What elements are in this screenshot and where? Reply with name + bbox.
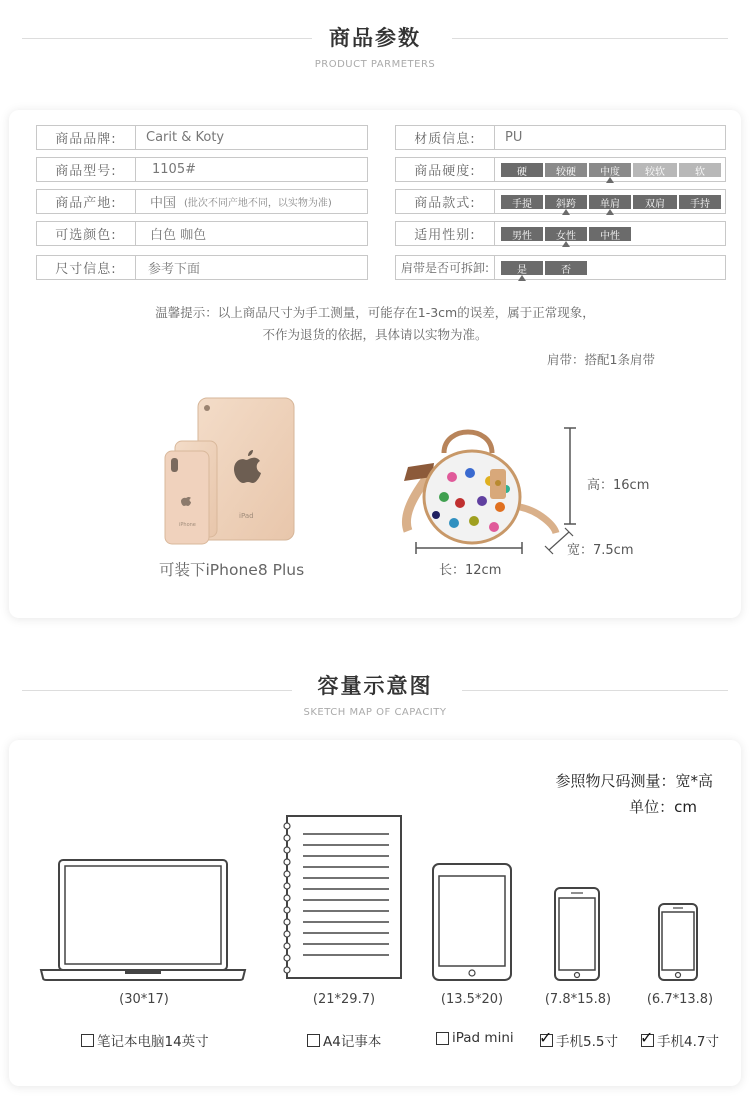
notebook-name: A4记事本 — [323, 1034, 382, 1050]
param-value: 1105# — [136, 157, 368, 182]
phone-47-name: 手机4.7寸 — [657, 1034, 719, 1050]
phone-47-icon — [657, 902, 699, 982]
param-label: 可选颜色: — [36, 221, 136, 246]
param-label: 商品款式: — [395, 189, 495, 214]
unchecked-box-icon — [307, 1034, 320, 1047]
phone-55-size: (7.8*15.8) — [544, 992, 612, 1007]
style-indicator-arrow — [562, 209, 570, 215]
phone-47-size: (6.7*13.8) — [646, 992, 714, 1007]
gender-option: 男性 — [501, 227, 543, 241]
ipad-mini-icon — [431, 862, 513, 982]
checked-box-icon — [540, 1034, 553, 1047]
style-option: 手持 — [679, 195, 721, 209]
notice-line-2: 不作为退货的依据，具体请以实物为准。 — [262, 327, 488, 342]
ipad-label-text: iPad — [239, 512, 254, 520]
param-label: 商品硬度: — [395, 157, 495, 182]
params-title-zh: 商品参数 — [315, 26, 435, 50]
reference-note-line-1: 参照物尺码测量：宽*高 — [555, 772, 713, 790]
ipad-camera — [204, 405, 210, 411]
style-option: 手提 — [501, 195, 543, 209]
param-label: 适用性别: — [395, 221, 495, 246]
strap-detach-scale — [495, 255, 726, 280]
gender-option-selected: 女性 — [545, 227, 587, 241]
param-value — [136, 189, 368, 214]
notebook-checkbox-item — [307, 1030, 381, 1050]
param-row-style — [395, 189, 726, 214]
param-row-size — [36, 255, 368, 280]
param-label: 肩带是否可拆卸: — [395, 255, 495, 280]
style-option: 双肩 — [633, 195, 677, 209]
capacity-section-title — [0, 670, 750, 718]
params-title-en: PRODUCT PARMETERS — [314, 59, 436, 70]
phone-55-checkbox-item — [540, 1030, 618, 1050]
phone-47-checkbox-item — [641, 1030, 719, 1050]
reference-note-line-2: 单位：cm — [629, 798, 697, 816]
hardness-indicator-arrow — [606, 177, 614, 183]
param-row-brand — [36, 125, 368, 150]
hardness-option: 较软 — [633, 163, 677, 177]
param-row-hardness — [395, 157, 726, 182]
hardness-scale — [495, 157, 726, 182]
ipad-mini-name: iPad mini — [452, 1030, 514, 1046]
laptop-icon — [39, 858, 247, 982]
gender-scale — [495, 221, 726, 246]
iphone-label-text: iPhone — [179, 522, 196, 528]
capacity-title-zh: 容量示意图 — [304, 674, 447, 698]
capacity-card — [9, 740, 741, 1086]
hardness-option-selected: 中度 — [589, 163, 631, 177]
capacity-title-en: SKETCH MAP OF CAPACITY — [303, 707, 447, 718]
strap-note: 肩带：搭配1条肩带 — [547, 352, 655, 367]
param-label: 材质信息: — [395, 125, 495, 150]
hardness-option: 较硬 — [545, 163, 587, 177]
style-scale — [495, 189, 726, 214]
iphone-ipad-illustration — [159, 390, 309, 550]
gender-option: 中性 — [589, 227, 631, 241]
params-section-title — [0, 22, 750, 70]
notice-line-1: 温馨提示：以上商品尺寸为手工测量，可能存在1-3cm的误差，属于正常现象， — [155, 305, 595, 320]
param-row-strap-detachable — [395, 255, 726, 280]
measurement-notice — [0, 302, 750, 346]
param-row-model — [36, 157, 368, 182]
unchecked-box-icon — [81, 1034, 94, 1047]
laptop-size: (30*17) — [119, 992, 169, 1007]
ipad-mini-checkbox-item — [436, 1030, 514, 1046]
height-dimension: 高：16cm — [587, 478, 650, 493]
param-value: 参考下面 — [136, 255, 368, 280]
notebook-icon — [279, 814, 405, 982]
param-row-origin — [36, 189, 368, 214]
iphone-camera — [171, 458, 178, 472]
style-indicator-arrow — [606, 209, 614, 215]
style-option-selected: 斜跨 — [545, 195, 587, 209]
param-row-material — [395, 125, 726, 150]
checked-box-icon — [641, 1034, 654, 1047]
origin-value: 中国 — [150, 196, 177, 211]
fits-caption: 可装下iPhone8 Plus — [159, 561, 305, 579]
hardness-option: 软 — [679, 163, 721, 177]
unchecked-box-icon — [436, 1032, 449, 1045]
param-label: 商品品牌: — [36, 125, 136, 150]
width-dimension: 宽：7.5cm — [567, 543, 634, 558]
origin-note: (批次不同产地不同，以实物为准) — [184, 198, 332, 209]
strap-detach-option: 否 — [545, 261, 587, 275]
param-row-gender — [395, 221, 726, 246]
notebook-size: (21*29.7) — [312, 992, 376, 1007]
param-value: Carit & Koty — [136, 125, 368, 150]
param-row-colors — [36, 221, 368, 246]
strap-detach-option-selected: 是 — [501, 261, 543, 275]
phone-55-name: 手机5.5寸 — [556, 1034, 618, 1050]
hardness-option: 硬 — [501, 163, 543, 177]
laptop-name: 笔记本电脑14英寸 — [97, 1034, 209, 1050]
gender-indicator-arrow — [562, 241, 570, 247]
phone-55-icon — [553, 886, 601, 982]
param-label: 尺寸信息: — [36, 255, 136, 280]
ipad-mini-size: (13.5*20) — [440, 992, 504, 1007]
laptop-checkbox-item — [81, 1030, 209, 1050]
param-value: 白色 咖色 — [136, 221, 368, 246]
params-card — [9, 110, 741, 618]
style-option-selected: 单肩 — [589, 195, 631, 209]
param-value: PU — [495, 125, 726, 150]
length-dimension: 长：12cm — [439, 563, 502, 578]
param-label: 商品产地: — [36, 189, 136, 214]
strap-detach-indicator-arrow — [518, 275, 526, 281]
param-label: 商品型号: — [36, 157, 136, 182]
